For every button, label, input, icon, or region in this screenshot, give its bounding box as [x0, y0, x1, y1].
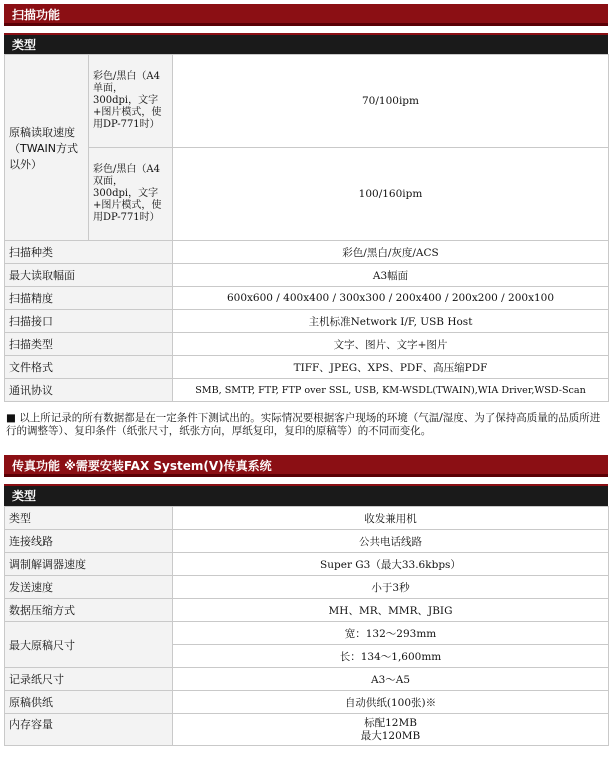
table-row — [5, 55, 609, 148]
recording-paper-value: A3～A5 — [173, 668, 609, 691]
table-row — [5, 553, 609, 576]
scan-mode-label: 扫描类型 — [5, 333, 173, 356]
scan-resolution-label: 扫描精度 — [5, 287, 173, 310]
scan-section-title: 扫描功能 — [4, 4, 608, 26]
table-row — [5, 264, 609, 287]
fax-type-label: 类型 — [5, 507, 173, 530]
memory-label: 内存容量 — [5, 714, 173, 746]
line-label: 连接线路 — [5, 530, 173, 553]
read-speed-condition-simplex: 彩色/黑白（A4单面，300dpi，文字+图片模式，使用DP-771时） — [89, 55, 173, 148]
table-row — [5, 333, 609, 356]
transmit-speed-value: 小于3秒 — [173, 576, 609, 599]
original-feed-value: 自动供纸(100张)※ — [173, 691, 609, 714]
table-row — [5, 507, 609, 530]
table-row — [5, 691, 609, 714]
scan-type-header: 类型 — [4, 33, 608, 55]
compression-value: MH、MR、MMR、JBIG — [173, 599, 609, 622]
file-format-label: 文件格式 — [5, 356, 173, 379]
scan-type-value: 彩色/黑白/灰度/ACS — [173, 241, 609, 264]
table-row — [5, 668, 609, 691]
line-value: 公共电话线路 — [173, 530, 609, 553]
scan-interface-label: 扫描接口 — [5, 310, 173, 333]
table-row — [5, 356, 609, 379]
max-original-length: 长：134～1,600mm — [173, 645, 609, 668]
scan-interface-value: 主机标准Network I/F, USB Host — [173, 310, 609, 333]
original-feed-label: 原稿供纸 — [5, 691, 173, 714]
scan-type-label: 扫描种类 — [5, 241, 173, 264]
table-row — [5, 241, 609, 264]
table-row — [5, 379, 609, 402]
fax-type-value: 收发兼用机 — [173, 507, 609, 530]
max-original-width: 宽：132～293mm — [173, 622, 609, 645]
table-row — [5, 287, 609, 310]
fax-type-header: 类型 — [4, 484, 608, 506]
read-speed-label: 原稿读取速度（TWAIN方式以外） — [5, 55, 89, 241]
scan-mode-value: 文字、图片、文字+图片 — [173, 333, 609, 356]
modem-speed-value: Super G3（最大33.6kbps） — [173, 553, 609, 576]
memory-value — [173, 714, 609, 746]
protocol-value: SMB, SMTP, FTP, FTP over SSL, USB, KM-WSDL(TWAIN),WIA Driver,WSD-Scan — [173, 379, 609, 402]
read-speed-condition-duplex: 彩色/黑白（A4双面，300dpi，文字+图片模式，使用DP-771时） — [89, 148, 173, 241]
memory-standard: 标配12MB — [364, 716, 417, 729]
transmit-speed-label: 发送速度 — [5, 576, 173, 599]
scan-resolution-value: 600x600 / 400x400 / 300x300 / 200x400 / 200x200 / 200x100 — [173, 287, 609, 310]
table-row — [5, 622, 609, 645]
table-row — [5, 530, 609, 553]
fax-spec-table — [4, 506, 609, 746]
fax-section-title: 传真功能 ※需要安装FAX System(V)传真系统 — [4, 455, 608, 477]
recording-paper-label: 记录纸尺寸 — [5, 668, 173, 691]
modem-speed-label: 调制解调器速度 — [5, 553, 173, 576]
max-original-label: 最大原稿尺寸 — [5, 622, 173, 668]
scan-spec-table — [4, 54, 609, 402]
read-speed-value-simplex: 70/100ipm — [173, 55, 609, 148]
protocol-label: 通讯协议 — [5, 379, 173, 402]
table-row — [5, 576, 609, 599]
table-row — [5, 599, 609, 622]
table-row — [5, 310, 609, 333]
max-read-size-value: A3幅面 — [173, 264, 609, 287]
memory-max: 最大120MB — [360, 729, 421, 742]
file-format-value: TIFF、JPEG、XPS、PDF、高压缩PDF — [173, 356, 609, 379]
max-read-size-label: 最大读取幅面 — [5, 264, 173, 287]
table-row — [5, 148, 609, 241]
compression-label: 数据压缩方式 — [5, 599, 173, 622]
test-conditions-note: ■ 以上所记录的所有数据都是在一定条件下测试出的。实际情况要根据客户现场的环境（气温/湿度、为了保持高质量的品质所进行的调整等）、复印条件（纸张尺寸，纸张方向，厚纸复印，复印的原稿等）的不同而变化。 — [6, 412, 601, 437]
table-row — [5, 714, 609, 746]
read-speed-value-duplex: 100/160ipm — [173, 148, 609, 241]
